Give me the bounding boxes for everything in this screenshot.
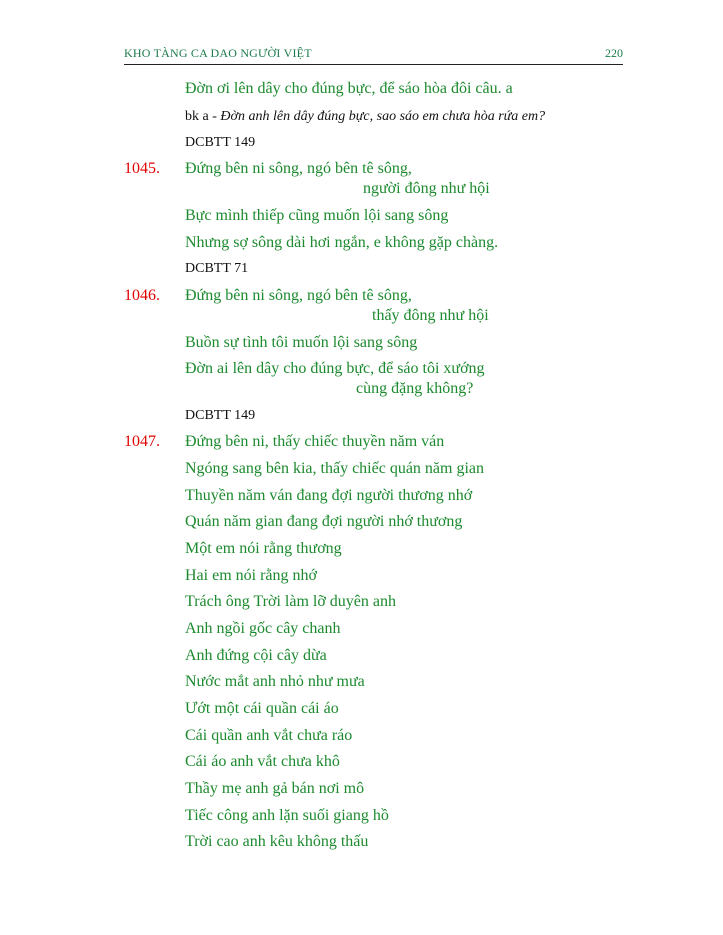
verse-line: Đờn ai lên dây cho đúng bực, để sáo tôi xướng [185,360,485,377]
source-ref: DCBTT 149 [185,135,256,150]
verse-line: thấy đông như hội [372,307,489,324]
entry-number: 1047. [124,433,160,450]
variant-text: Đờn anh lên dây đúng bực, sao sáo em chưa hòa rứa em? [220,109,546,124]
verse-line: Buồn sự tình tôi muốn lội sang sông [185,334,418,351]
verse-line: Thầy mẹ anh gả bán nơi mô [185,780,365,797]
verse-line: Ngóng sang bên kia, thấy chiếc quán năm gian [185,460,485,477]
verse-line: Cái áo anh vắt chưa khô [185,753,340,770]
verse-line: Đứng bên ni, thấy chiếc thuyền năm ván [185,433,445,450]
page-number: 220 [605,46,623,60]
verse-line: Thuyền năm ván đang đợi người thương nhớ [185,487,473,504]
verse-line: Anh đứng cội cây dừa [185,647,327,664]
verse-line: Đứng bên ni sông, ngó bên tê sông, [185,287,412,304]
verse-line: Hai em nói rằng nhớ [185,567,317,584]
entry-number: 1046. [124,287,160,304]
page-header [124,44,623,65]
verse-line: Trời cao anh kêu không thấu [185,833,369,850]
verse-line: Đứng bên ni sông, ngó bên tê sông, [185,160,412,177]
verse-line: Đờn ơi lên dây cho đúng bực, để sáo hòa đôi câu. a [185,80,513,97]
variant-prefix: bk a - [185,109,221,124]
verse-line: Bực mình thiếp cũng muốn lội sang sông [185,207,449,224]
source-ref: DCBTT 149 [185,408,256,423]
book-title: KHO TÀNG CA DAO NGƯỜI VIỆT [124,46,312,60]
variant-note [185,108,545,126]
verse-line: Tiếc công anh lặn suối giang hồ [185,807,389,824]
source-ref: DCBTT 71 [185,261,249,276]
verse-line: Ướt một cái quần cái áo [185,700,339,717]
verse-line: Nước mắt anh nhỏ như mưa [185,673,365,690]
entry-number: 1045. [124,160,160,177]
verse-line: cùng đặng không? [356,380,474,397]
verse-line: người đông như hội [363,180,490,197]
verse-line: Cái quần anh vắt chưa ráo [185,727,353,744]
verse-line: Anh ngồi gốc cây chanh [185,620,341,637]
verse-line: Quán năm gian đang đợi người nhớ thương [185,513,463,530]
verse-line: Nhưng sợ sông dài hơi ngắn, e không gặp chàng. [185,234,499,251]
verse-line: Một em nói rằng thương [185,540,342,557]
verse-line: Trách ông Trời làm lỡ duyên anh [185,593,396,610]
